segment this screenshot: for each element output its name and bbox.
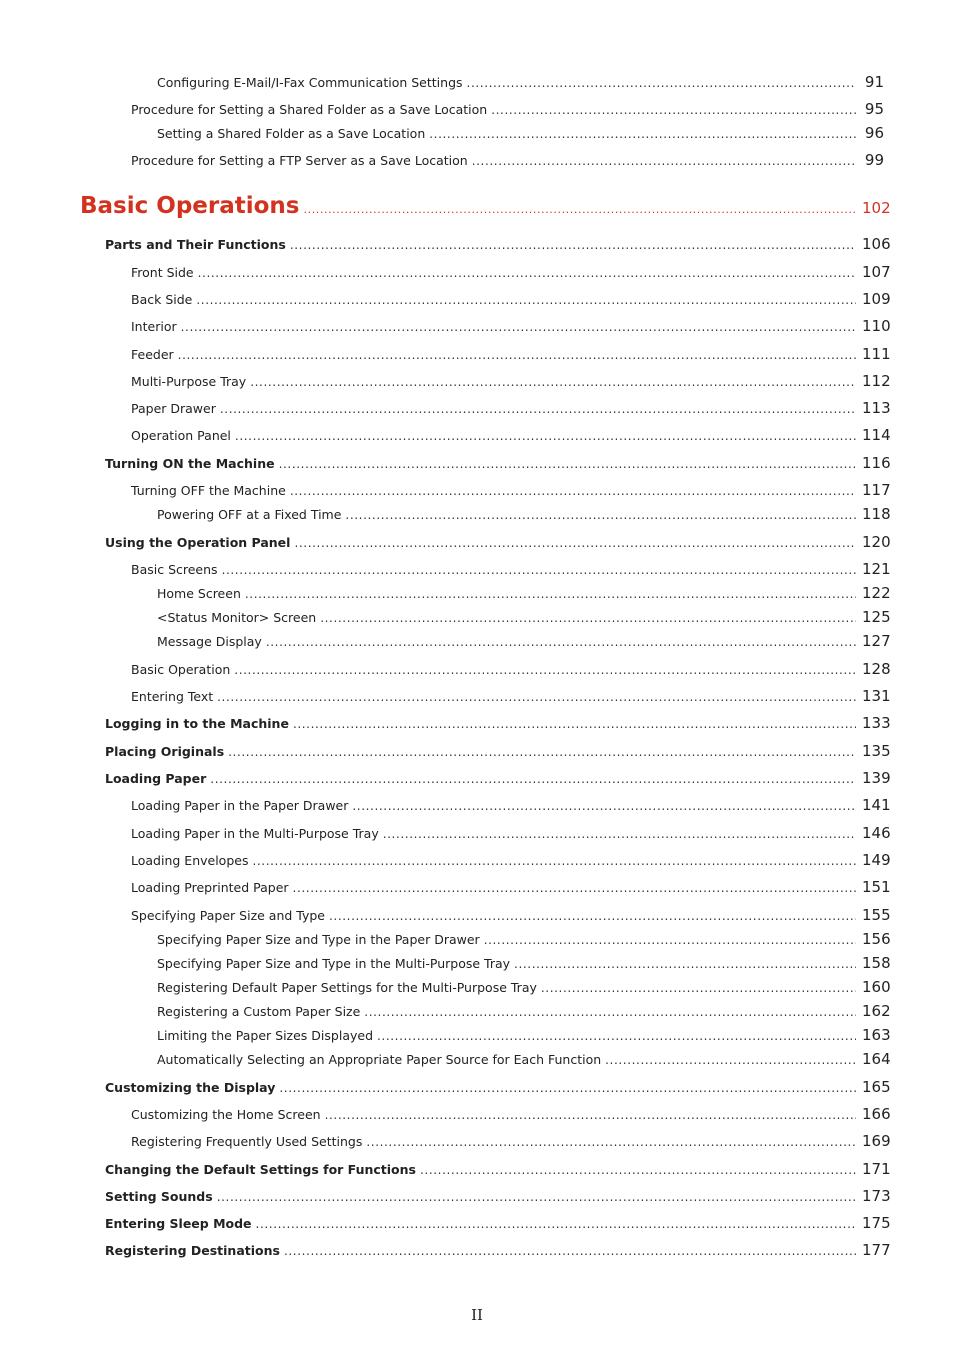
toc-entry-title: Turning OFF the Machine [131, 483, 286, 498]
toc-page-number: 171 [862, 1160, 891, 1178]
toc-entry-title: Powering OFF at a Fixed Time [157, 507, 342, 522]
toc-entry-title: Automatically Selecting an Appropriate Paper Source for Each Function [157, 1052, 602, 1067]
dot-leader [364, 1005, 856, 1019]
dot-leader [245, 587, 856, 601]
toc-entry-title: Back Side [131, 292, 193, 307]
toc-entry-title: Procedure for Setting a Shared Folder as a Save Location [131, 102, 488, 117]
toc-entry[interactable] [105, 533, 891, 553]
toc-entry[interactable] [157, 73, 884, 93]
toc-page-number: 91 [864, 73, 884, 91]
toc-page-number: 177 [862, 1241, 891, 1259]
toc-entry[interactable] [157, 978, 891, 998]
toc-entry[interactable] [131, 660, 891, 680]
dot-leader [235, 429, 856, 443]
dot-leader [196, 293, 856, 307]
dot-leader [279, 457, 856, 471]
dot-leader [325, 1108, 856, 1122]
toc-entry[interactable] [105, 769, 891, 789]
toc-entry-title: Entering Text [131, 689, 214, 704]
dot-leader [429, 127, 856, 141]
dot-leader [293, 717, 856, 731]
dot-leader [210, 772, 856, 786]
dot-leader [279, 1081, 856, 1095]
toc-entry-title: Specifying Paper Size and Type [131, 908, 325, 923]
dot-leader [484, 933, 856, 947]
toc-entry[interactable] [105, 235, 891, 255]
dot-leader [252, 854, 856, 868]
toc-entry[interactable] [157, 1002, 891, 1022]
toc-entry[interactable] [105, 1241, 891, 1261]
toc-entry-title: Procedure for Setting a FTP Server as a Save Location [131, 153, 468, 168]
dot-leader [198, 266, 856, 280]
toc-entry[interactable] [131, 906, 891, 926]
dot-leader [345, 508, 856, 522]
toc-entry-title: Registering Destinations [105, 1243, 280, 1258]
toc-page-number: 141 [862, 796, 891, 814]
toc-entry-title: Feeder [131, 347, 174, 362]
toc-page-number: 146 [862, 824, 891, 842]
toc-page-number: 173 [862, 1187, 891, 1205]
toc-page-number: 114 [862, 426, 891, 444]
toc-entry-title: Registering Default Paper Settings for the Multi-Purpose Tray [157, 980, 537, 995]
dot-leader [541, 981, 856, 995]
dot-leader [383, 827, 856, 841]
toc-page-number: 131 [862, 687, 891, 705]
dot-leader [366, 1135, 856, 1149]
toc-entry[interactable] [157, 1026, 891, 1046]
toc-entry-title: Paper Drawer [131, 401, 216, 416]
toc-entry-title: Basic Screens [131, 562, 218, 577]
dot-leader [514, 957, 856, 971]
toc-entry-title: Setting a Shared Folder as a Save Location [157, 126, 426, 141]
toc-entry[interactable] [131, 100, 884, 120]
page-number: II [471, 1306, 483, 1324]
toc-entry-title: Operation Panel [131, 428, 231, 443]
toc-entry-title: Specifying Paper Size and Type in the Paper Drawer [157, 932, 480, 947]
toc-entry[interactable] [105, 1187, 891, 1207]
toc-page-number: 151 [862, 878, 891, 896]
dot-leader [234, 663, 856, 677]
toc-page-number: 99 [864, 151, 884, 169]
toc-entry[interactable] [131, 878, 891, 898]
dot-leader [266, 635, 856, 649]
toc-page-number: 156 [862, 930, 891, 948]
toc-entry[interactable] [131, 263, 891, 283]
toc-page-number: 120 [862, 533, 891, 551]
dot-leader [250, 375, 856, 389]
toc-entry-title: Interior [131, 319, 177, 334]
toc-page-number: 110 [862, 317, 891, 335]
dot-leader [290, 238, 856, 252]
toc-entry[interactable] [105, 454, 891, 474]
dot-leader [329, 909, 856, 923]
toc-entry[interactable] [105, 1214, 891, 1234]
dot-leader [256, 1217, 856, 1231]
toc-chapter-heading[interactable] [80, 193, 891, 225]
toc-page-number: 135 [862, 742, 891, 760]
toc-entry[interactable] [157, 124, 884, 144]
dot-leader [352, 799, 856, 813]
toc-page-number: 139 [862, 769, 891, 787]
dot-leader [228, 745, 856, 759]
dot-leader [284, 1244, 856, 1258]
toc-entry-title: Loading Paper [105, 771, 207, 786]
toc-entry-title: Logging in to the Machine [105, 716, 289, 731]
dot-leader [290, 484, 856, 498]
toc-page-number: 166 [862, 1105, 891, 1123]
toc-page-number: 106 [862, 235, 891, 253]
toc-page-number: 117 [862, 481, 891, 499]
toc-page-number: 112 [862, 372, 891, 390]
toc-entry-title: Using the Operation Panel [105, 535, 291, 550]
toc-entry-title: Specifying Paper Size and Type in the Multi-Purpose Tray [157, 956, 511, 971]
toc-entry-title: <Status Monitor> Screen [157, 610, 317, 625]
toc-page-number: 109 [862, 290, 891, 308]
toc-entry[interactable] [157, 608, 891, 628]
toc-entry-title: Limiting the Paper Sizes Displayed [157, 1028, 373, 1043]
toc-page-number: 107 [862, 263, 891, 281]
dot-leader [304, 203, 857, 216]
toc-entry-title: Registering a Custom Paper Size [157, 1004, 361, 1019]
dot-leader [491, 103, 856, 117]
toc-entry[interactable] [131, 851, 891, 871]
dot-leader [294, 536, 856, 550]
toc-page-number: 102 [862, 199, 891, 217]
toc-page-number: 165 [862, 1078, 891, 1096]
toc-page-number: 162 [862, 1002, 891, 1020]
toc-entry[interactable] [131, 290, 891, 310]
dot-leader [605, 1053, 856, 1067]
toc-entry[interactable] [105, 714, 891, 734]
dot-leader [217, 690, 856, 704]
toc-page-number: 121 [862, 560, 891, 578]
toc-page-number: 155 [862, 906, 891, 924]
toc-entry-title: Customizing the Home Screen [131, 1107, 321, 1122]
dot-leader [377, 1029, 856, 1043]
toc-entry-title: Front Side [131, 265, 194, 280]
toc-entry[interactable] [131, 1105, 891, 1125]
toc-entry[interactable] [157, 930, 891, 950]
toc-entry-title: Placing Originals [105, 744, 225, 759]
toc-page-number: 175 [862, 1214, 891, 1232]
toc-entry[interactable] [131, 687, 891, 707]
dot-leader [320, 611, 856, 625]
toc-entry[interactable] [105, 1160, 891, 1180]
toc-entry[interactable] [131, 345, 891, 365]
toc-entry-title: Turning ON the Machine [105, 456, 275, 471]
dot-leader [420, 1163, 856, 1177]
toc-entry[interactable] [157, 632, 891, 652]
toc-entry[interactable] [131, 481, 891, 501]
toc-entry-title: Multi-Purpose Tray [131, 374, 247, 389]
toc-page-number: 149 [862, 851, 891, 869]
toc-page-number: 96 [864, 124, 884, 142]
toc-page-number: 128 [862, 660, 891, 678]
toc-page-number: 95 [864, 100, 884, 118]
toc-entry-title: Customizing the Display [105, 1080, 276, 1095]
toc-entry-title: Parts and Their Functions [105, 237, 286, 252]
toc-entry-title: Loading Paper in the Paper Drawer [131, 798, 349, 813]
toc-page-number: 158 [862, 954, 891, 972]
dot-leader [467, 76, 856, 90]
toc-entry[interactable] [157, 1050, 891, 1070]
toc-entry[interactable] [131, 796, 891, 816]
toc-entry-title: Setting Sounds [105, 1189, 213, 1204]
toc-entry[interactable] [131, 399, 891, 419]
toc-entry[interactable] [157, 584, 891, 604]
toc-entry-title: Configuring E-Mail/I-Fax Communication Settings [157, 75, 463, 90]
dot-leader [293, 881, 856, 895]
toc-page-number: 127 [862, 632, 891, 650]
toc-page-number: 164 [862, 1050, 891, 1068]
toc-entry-title: Home Screen [157, 586, 241, 601]
toc-entry-title: Changing the Default Settings for Functions [105, 1162, 416, 1177]
toc-entry-title: Entering Sleep Mode [105, 1216, 252, 1231]
toc-page-number: 163 [862, 1026, 891, 1044]
dot-leader [181, 320, 856, 334]
toc-entry-title: Message Display [157, 634, 262, 649]
toc-entry[interactable] [131, 151, 884, 171]
toc-entry[interactable] [131, 1132, 891, 1152]
toc-entry[interactable] [131, 372, 891, 392]
toc-entry-title: Registering Frequently Used Settings [131, 1134, 363, 1149]
toc-page-number: 169 [862, 1132, 891, 1150]
toc-entry-title: Loading Envelopes [131, 853, 249, 868]
toc-entry[interactable] [157, 505, 891, 525]
toc-page-number: 125 [862, 608, 891, 626]
toc-entry[interactable] [131, 426, 891, 446]
dot-leader [472, 154, 856, 168]
toc-page-number: 111 [862, 345, 891, 363]
toc-entry-title: Loading Paper in the Multi-Purpose Tray [131, 826, 379, 841]
toc-page-number: 116 [862, 454, 891, 472]
toc-page-number: 122 [862, 584, 891, 602]
dot-leader [178, 348, 856, 362]
dot-leader [217, 1190, 856, 1204]
toc-page-number: 133 [862, 714, 891, 732]
toc-page-number: 113 [862, 399, 891, 417]
toc-page-number: 118 [862, 505, 891, 523]
toc-page-number: 160 [862, 978, 891, 996]
toc-entry-title: Basic Operations [80, 193, 300, 219]
toc-entry[interactable] [131, 560, 891, 580]
dot-leader [222, 563, 856, 577]
toc-entry[interactable] [105, 1078, 891, 1098]
toc-entry-title: Basic Operation [131, 662, 231, 677]
toc-entry[interactable] [157, 954, 891, 974]
toc-entry[interactable] [105, 742, 891, 762]
toc-entry[interactable] [131, 317, 891, 337]
toc-entry[interactable] [131, 824, 891, 844]
toc-entry-title: Loading Preprinted Paper [131, 880, 289, 895]
dot-leader [220, 402, 856, 416]
